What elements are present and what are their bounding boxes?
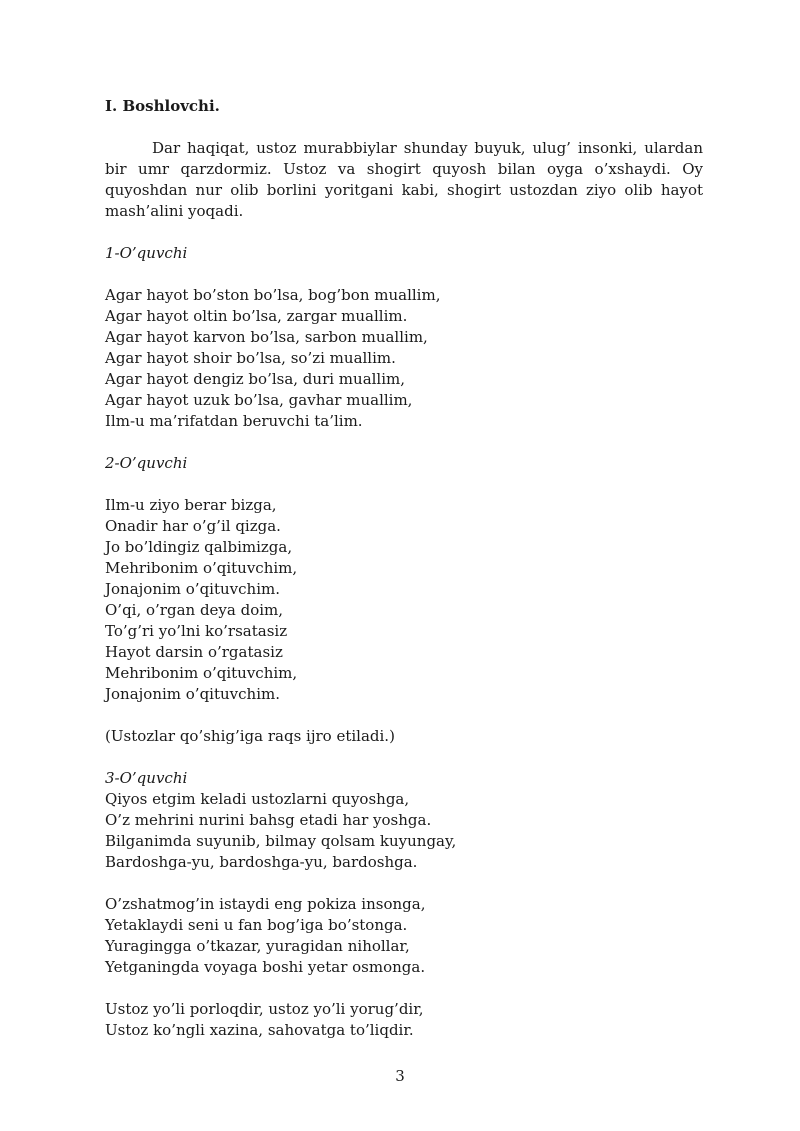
poem-line: O’z mehrini nurini bahsg etadi har yoshga.: [105, 811, 432, 829]
spacer: [105, 474, 703, 495]
poem-line: Agar hayot dengiz bo’lsa, duri muallim,: [105, 370, 406, 388]
poem-line: Jonajonim o’qituvchim.: [105, 580, 280, 598]
poem-line: Jonajonim o’qituvchim.: [105, 685, 280, 703]
poem-student-3-stanza-3: [105, 999, 703, 1041]
intro-paragraph: Dar haqiqat, ustoz murabbiylar shunday buyuk, ulug’ insonki, ulardan bir umr qarzdormiz. Ustoz va shogirt quyosh bilan oyga o’xshaydi. Oy quyoshdan nur olib borlini yoritgani kabi, shogirt ustozdan ziyo olib hayot mash’alini yoqadi.: [105, 139, 703, 220]
spacer: [105, 873, 703, 894]
speaker-label-3: 3-O’quvchi: [105, 769, 188, 787]
page-content: [105, 96, 703, 1041]
poem-line: Qiyos etgim keladi ustozlarni quyoshga,: [105, 790, 410, 808]
spacer: [105, 222, 703, 243]
speaker-label-2: 2-O’quvchi: [105, 454, 188, 472]
poem-line: Jo bo’ldingiz qalbimizga,: [105, 538, 293, 556]
spacer: [105, 117, 703, 138]
poem-line: O’zshatmog’in istaydi eng pokiza insonga,: [105, 895, 426, 913]
poem-line: Ustoz ko’ngli xazina, sahovatga to’liqdir.: [105, 1021, 414, 1039]
spacer: [105, 705, 703, 726]
poem-student-2: [105, 495, 703, 705]
poem-line: Yuragingga o’tkazar, yuragidan nihollar,: [105, 937, 410, 955]
spacer: [105, 978, 703, 999]
poem-line: Onadir har o’g’il qizga.: [105, 517, 281, 535]
poem-line: Agar hayot shoir bo’lsa, so’zi muallim.: [105, 349, 396, 367]
poem-line: Agar hayot uzuk bo’lsa, gavhar muallim,: [105, 391, 413, 409]
poem-line: Hayot darsin o’rgatasiz: [105, 643, 283, 661]
section-heading: I. Boshlovchi.: [105, 97, 220, 115]
poem-student-3-stanza-1: [105, 789, 703, 873]
poem-line: Agar hayot oltin bo’lsa, zargar muallim.: [105, 307, 408, 325]
spacer: [105, 432, 703, 453]
poem-line: Mehribonim o’qituvchim,: [105, 664, 298, 682]
poem-line: Yetganingda voyaga boshi yetar osmonga.: [105, 958, 426, 976]
poem-line: Bilganimda suyunib, bilmay qolsam kuyungay,: [105, 832, 457, 850]
spacer: [105, 264, 703, 285]
poem-line: Agar hayot bo’ston bo’lsa, bog’bon muallim,: [105, 286, 441, 304]
poem-line: Agar hayot karvon bo’lsa, sarbon muallim,: [105, 328, 428, 346]
poem-line: Ilm-u ma’rifatdan beruvchi ta’lim.: [105, 412, 363, 430]
poem-line: Bardoshga-yu, bardoshga-yu, bardoshga.: [105, 853, 418, 871]
page-number: 3: [395, 1067, 405, 1085]
poem-line: Ilm-u ziyo berar bizga,: [105, 496, 277, 514]
spacer: [105, 747, 703, 768]
poem-line: Mehribonim o’qituvchim,: [105, 559, 298, 577]
poem-line: To’g’ri yo’lni ko’rsatasiz: [105, 622, 288, 640]
poem-line: Ustoz yo’li porloqdir, ustoz yo’li yorug’dir,: [105, 1000, 424, 1018]
poem-line: O’qi, o’rgan deya doim,: [105, 601, 284, 619]
poem-student-1: [105, 285, 703, 432]
stage-direction: (Ustozlar qo’shig’iga raqs ijro etiladi.): [105, 727, 395, 745]
poem-student-3-stanza-2: [105, 894, 703, 978]
speaker-label-1: 1-O’quvchi: [105, 244, 188, 262]
poem-line: Yetaklaydi seni u fan bog’iga bo’stonga.: [105, 916, 408, 934]
